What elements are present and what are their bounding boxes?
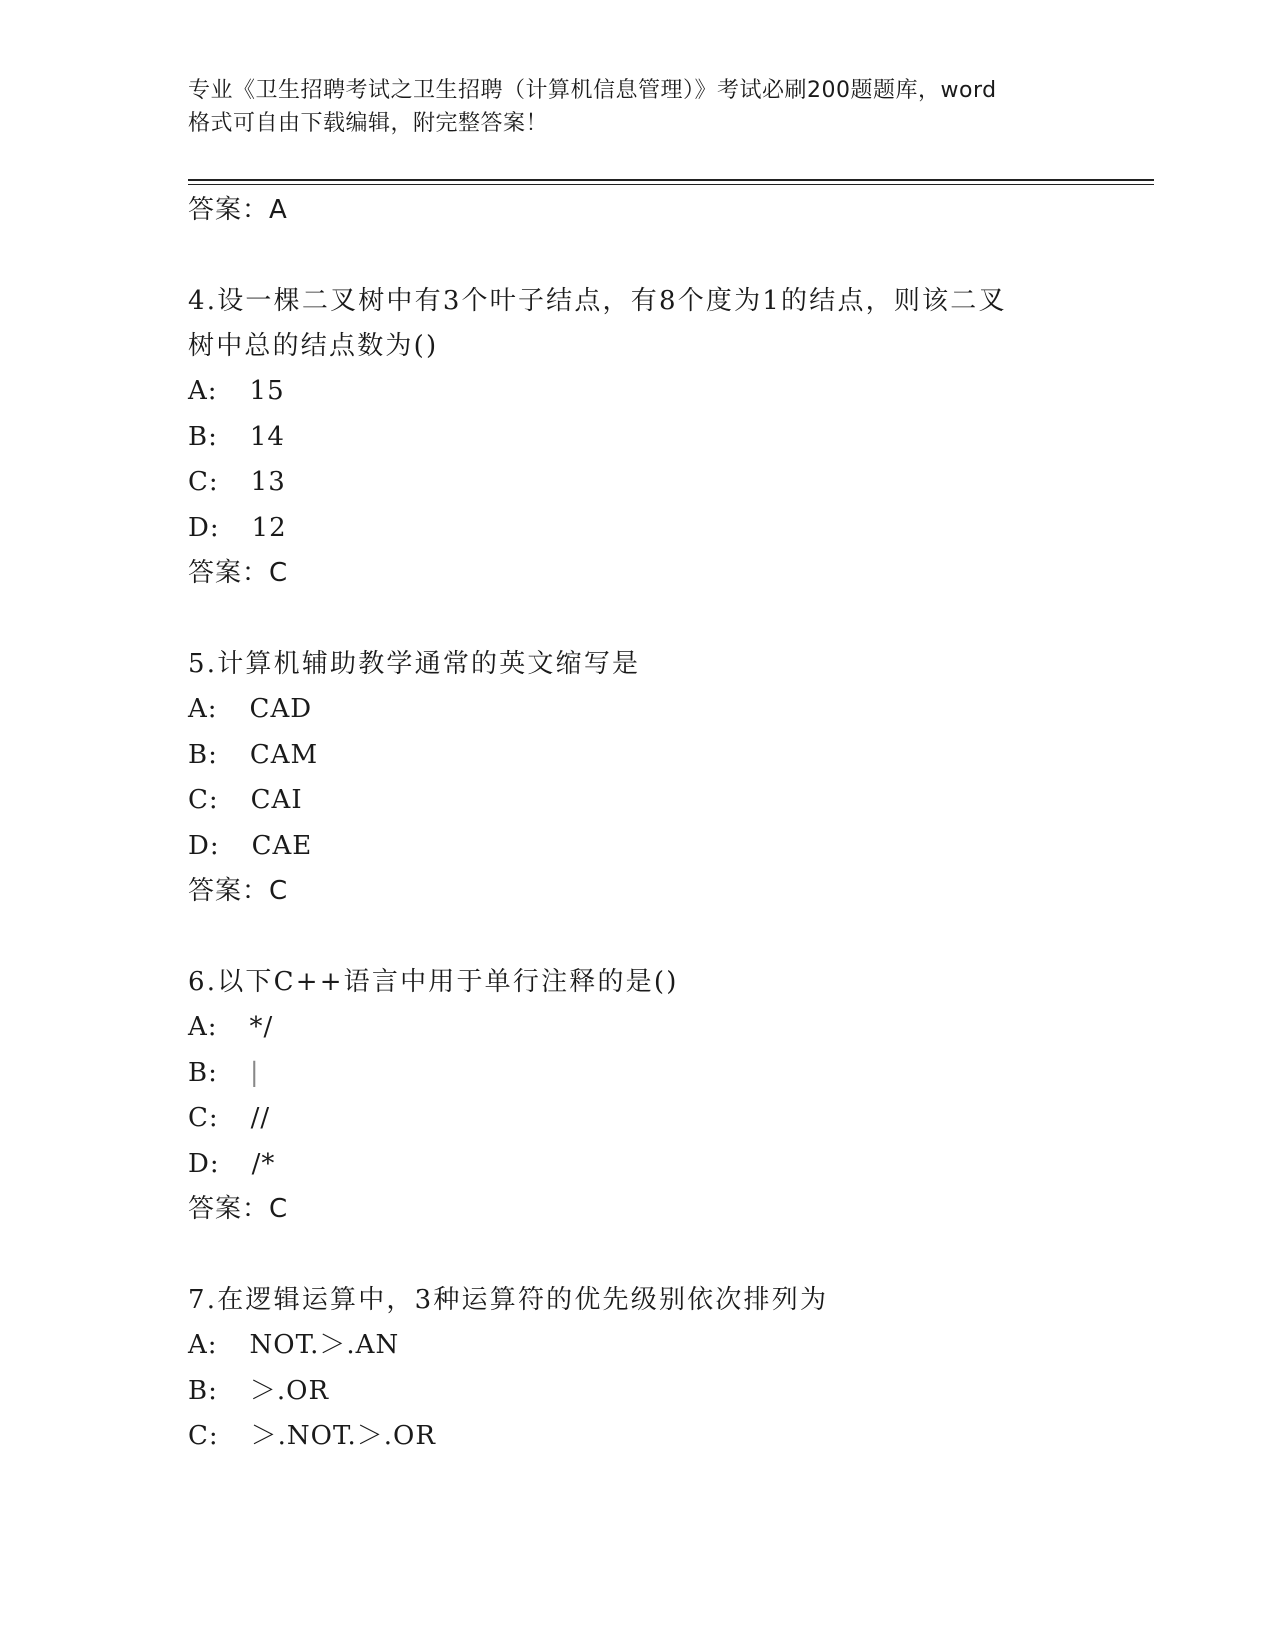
option-letter: B: xyxy=(188,739,218,770)
question-text xyxy=(188,960,1088,1005)
option-d xyxy=(188,506,1088,552)
option-letter: D: xyxy=(188,830,220,861)
option-letter: A: xyxy=(188,376,218,406)
option-value: // xyxy=(250,1103,271,1133)
question-number: 5. xyxy=(188,649,218,679)
spacer xyxy=(188,1232,1088,1278)
question-4 xyxy=(188,279,1088,596)
option-letter: B: xyxy=(188,1375,218,1406)
option-value: CAI xyxy=(250,785,303,815)
option-letter: A: xyxy=(188,1012,218,1042)
option-letter: C: xyxy=(188,1103,219,1133)
spacer xyxy=(188,233,1088,279)
option-b xyxy=(188,733,1088,779)
spacer xyxy=(188,914,1088,960)
option-b xyxy=(188,1051,1088,1097)
header-divider-thick xyxy=(188,179,1154,181)
question-text-line-1: 设一棵二叉树中有3个叶子结点，有8个度为1的结点，则该二叉 xyxy=(217,286,1007,316)
question-answer: 答案：C xyxy=(188,876,289,906)
question-7 xyxy=(188,1278,1088,1460)
question-number: 6. xyxy=(188,967,218,997)
question-text xyxy=(188,279,1088,324)
question-5 xyxy=(188,642,1088,914)
option-value: CAD xyxy=(249,694,313,724)
question-number: 7. xyxy=(188,1285,218,1315)
option-letter: C: xyxy=(188,785,219,815)
option-value: /* xyxy=(251,1148,276,1179)
option-value: CAE xyxy=(251,830,313,861)
option-value: NOT.＞.AN xyxy=(249,1330,400,1360)
option-letter: A: xyxy=(188,694,218,724)
option-value: */ xyxy=(249,1012,274,1042)
option-value: 14 xyxy=(249,421,285,452)
question-number: 4. xyxy=(188,286,218,316)
option-a xyxy=(188,687,1088,733)
question-answer: 答案：C xyxy=(188,1194,289,1224)
question-answer: 答案：C xyxy=(188,558,289,588)
option-c xyxy=(188,778,1088,824)
option-letter: D: xyxy=(188,1148,220,1179)
document-header xyxy=(188,74,1088,140)
question-list xyxy=(188,188,1088,1460)
option-value: ＞.NOT.＞.OR xyxy=(250,1421,436,1451)
option-a xyxy=(188,1005,1088,1051)
option-b xyxy=(188,415,1088,461)
option-letter: A: xyxy=(188,1330,218,1360)
option-c xyxy=(188,460,1088,506)
question-text xyxy=(188,642,1088,687)
option-value: CAM xyxy=(249,739,319,770)
option-letter: C: xyxy=(188,467,219,497)
option-value: 12 xyxy=(251,512,287,543)
question-text-line-1: 以下C++语言中用于单行注释的是() xyxy=(217,967,679,997)
option-d xyxy=(188,1142,1088,1188)
option-d xyxy=(188,824,1088,870)
question-text-line-1: 在逻辑运算中，3种运算符的优先级别依次排列为 xyxy=(217,1285,829,1315)
spacer xyxy=(188,596,1088,642)
option-a xyxy=(188,369,1088,415)
option-b xyxy=(188,1369,1088,1415)
question-text-line-1: 计算机辅助教学通常的英文缩写是 xyxy=(217,649,641,679)
question-6 xyxy=(188,960,1088,1232)
option-c xyxy=(188,1096,1088,1142)
option-value: 15 xyxy=(249,376,285,406)
header-line-2: 格式可自由下载编辑，附完整答案！ xyxy=(188,111,549,136)
question-text-line-2: 树中总的结点数为() xyxy=(188,331,439,361)
option-value: 13 xyxy=(250,467,286,497)
option-letter: D: xyxy=(188,512,220,543)
option-letter: C: xyxy=(188,1421,219,1451)
option-a xyxy=(188,1323,1088,1369)
option-letter: B: xyxy=(188,421,218,452)
previous-answer: 答案：A xyxy=(188,195,288,225)
option-value: | xyxy=(249,1057,260,1088)
option-c xyxy=(188,1414,1088,1460)
question-text xyxy=(188,1278,1088,1323)
header-line-1: 专业《卫生招聘考试之卫生招聘（计算机信息管理）》考试必刷200题题库，word xyxy=(188,78,997,103)
option-value: ＞.OR xyxy=(249,1375,330,1406)
option-letter: B: xyxy=(188,1057,218,1088)
header-divider-thin xyxy=(188,184,1154,185)
